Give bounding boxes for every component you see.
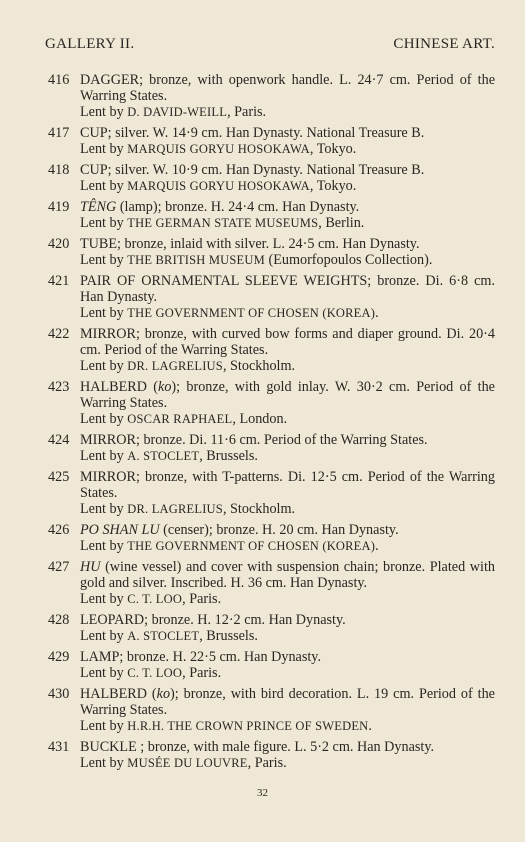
lent-by-label: Lent by [80, 755, 124, 771]
lender-name: THE GOVERNMENT OF CHOSEN (KOREA) [127, 539, 376, 553]
lent-by-label: Lent by [80, 501, 124, 517]
lender-location: , London. [232, 411, 288, 427]
entry-body [80, 649, 495, 681]
entry-lender-line [80, 718, 495, 734]
entry-text: HALBERD ( [80, 686, 157, 702]
lent-by-label: Lent by [80, 538, 124, 554]
entry-number: 420 [48, 236, 70, 252]
entry-lender-line [80, 305, 495, 321]
lent-by-label: Lent by [80, 252, 124, 268]
entry-text: PAIR OF ORNAMENTAL SLEEVE WEIGHTS; bronze. Di. 6·8 cm. Han Dynasty. [80, 273, 495, 305]
entry-lender-line [80, 755, 495, 771]
entry-text: (lamp); bronze. H. 24·4 cm. Han Dynasty. [116, 199, 360, 215]
catalogue-entry [48, 559, 495, 607]
entry-description [80, 125, 495, 141]
lender-name: A. STOCLET [127, 449, 200, 463]
entry-body [80, 236, 495, 268]
entry-number: 424 [48, 432, 70, 448]
running-header [45, 36, 495, 53]
entry-lender-line [80, 628, 495, 644]
entry-text: BUCKLE ; bronze, with male figure. L. 5·2 cm. Han Dynasty. [80, 739, 435, 755]
entry-number: 427 [48, 559, 70, 575]
entry-description [80, 686, 495, 718]
lender-name: THE BRITISH MUSEUM [127, 253, 265, 267]
entry-number: 419 [48, 199, 70, 215]
entry-body [80, 326, 495, 374]
catalogue-entry [48, 469, 495, 517]
entry-text: MIRROR; bronze, with T-patterns. Di. 12·5 cm. Period of the Warring States. [80, 469, 495, 501]
lender-location: , Paris. [227, 104, 267, 120]
entry-list [48, 72, 495, 776]
entry-description [80, 326, 495, 358]
entry-lender-line [80, 448, 495, 464]
entry-number: 422 [48, 326, 70, 342]
lender-name: H.R.H. THE CROWN PRINCE OF SWEDEN [127, 719, 369, 733]
entry-term-italic: HU [80, 559, 101, 575]
entry-text: MIRROR; bronze. Di. 11·6 cm. Period of the Warring States. [80, 432, 428, 448]
lender-location: , Berlin. [318, 215, 365, 231]
lender-location: , Tokyo. [309, 178, 357, 194]
lent-by-label: Lent by [80, 411, 124, 427]
entry-number: 426 [48, 522, 70, 538]
entry-body [80, 612, 495, 644]
lender-name: D. DAVID-WEILL [127, 105, 228, 119]
entry-lender-line [80, 665, 495, 681]
lender-location: (Eumorfopoulos Collection). [264, 252, 433, 268]
entry-lender-line [80, 358, 495, 374]
entry-description [80, 379, 495, 411]
entry-body [80, 379, 495, 427]
entry-lender-line [80, 215, 495, 231]
lent-by-label: Lent by [80, 305, 124, 321]
lender-name: C. T. LOO [127, 592, 183, 606]
catalogue-entry [48, 199, 495, 231]
entry-body [80, 559, 495, 607]
entry-text: HALBERD ( [80, 379, 159, 395]
entry-lender-line [80, 178, 495, 194]
lender-name: A. STOCLET [127, 629, 200, 643]
entry-term-italic: TÊNG [80, 199, 117, 215]
entry-description [80, 236, 495, 252]
entry-text: LEOPARD; bronze. H. 12·2 cm. Han Dynasty. [80, 612, 346, 628]
entry-number: 428 [48, 612, 70, 628]
entry-description [80, 522, 495, 538]
entry-text: (censer); bronze. H. 20 cm. Han Dynasty. [159, 522, 399, 538]
entry-text: ); bronze, with gold inlay. W. 30·2 cm. Period of the Warring States. [80, 379, 495, 411]
lender-name: MARQUIS GORYU HOSOKAWA [127, 179, 310, 193]
entry-lender-line [80, 104, 495, 120]
entry-description [80, 432, 495, 448]
catalogue-entry [48, 686, 495, 734]
lent-by-label: Lent by [80, 591, 124, 607]
lender-location: , Stockholm. [222, 501, 296, 517]
lent-by-label: Lent by [80, 665, 124, 681]
entry-lender-line [80, 538, 495, 554]
catalogue-entry [48, 273, 495, 321]
entry-number: 429 [48, 649, 70, 665]
entry-lender-line [80, 591, 495, 607]
entry-text: DAGGER; bronze, with openwork handle. L. 24·7 cm. Period of the Warring States. [80, 72, 495, 104]
lender-location: , Paris. [247, 755, 287, 771]
entry-body [80, 125, 495, 157]
lender-name: MARQUIS GORYU HOSOKAWA [127, 142, 310, 156]
lender-name: OSCAR RAPHAEL [127, 412, 233, 426]
entry-description [80, 649, 495, 665]
entry-text: TUBE; bronze, inlaid with silver. L. 24·5 cm. Han Dynasty. [80, 236, 420, 252]
catalogue-entry [48, 739, 495, 771]
header-section: CHINESE ART. [393, 36, 495, 52]
lent-by-label: Lent by [80, 104, 124, 120]
page-number: 32 [257, 787, 268, 799]
entry-body [80, 199, 495, 231]
entry-body [80, 686, 495, 734]
lender-location: , Brussels. [199, 448, 258, 464]
catalogue-entry [48, 522, 495, 554]
entry-text: (wine vessel) and cover with suspension chain; bronze. Plated with gold and silver. Inscribed. H. 36 cm. Han Dynasty. [80, 559, 495, 591]
entry-description [80, 199, 495, 215]
entry-description [80, 612, 495, 628]
lender-name: THE GERMAN STATE MUSEUMS [127, 216, 319, 230]
entry-number: 430 [48, 686, 70, 702]
entry-description [80, 739, 495, 755]
catalogue-entry [48, 379, 495, 427]
entry-description [80, 162, 495, 178]
entry-number: 417 [48, 125, 70, 141]
entry-body [80, 162, 495, 194]
entry-body [80, 273, 495, 321]
catalogue-entry [48, 326, 495, 374]
entry-text: CUP; silver. W. 10·9 cm. Han Dynasty. National Treasure B. [80, 162, 425, 178]
lender-name: MUSÉE DU LOUVRE [127, 756, 248, 770]
entry-term-italic: PO SHAN LU [80, 522, 160, 538]
lender-name: DR. LAGRELIUS [127, 359, 223, 373]
lender-location: . [375, 305, 379, 321]
lender-name: C. T. LOO [127, 666, 183, 680]
entry-number: 416 [48, 72, 70, 88]
entry-description [80, 72, 495, 104]
entry-body [80, 469, 495, 517]
lender-name: THE GOVERNMENT OF CHOSEN (KOREA) [127, 306, 376, 320]
lender-location: , Stockholm. [222, 358, 296, 374]
lender-location: , Paris. [182, 665, 222, 681]
entry-body [80, 432, 495, 464]
entry-lender-line [80, 141, 495, 157]
entry-lender-line [80, 411, 495, 427]
entry-number: 423 [48, 379, 70, 395]
catalogue-entry [48, 125, 495, 157]
lent-by-label: Lent by [80, 718, 124, 734]
entry-description [80, 559, 495, 591]
lent-by-label: Lent by [80, 178, 124, 194]
entry-term-italic: ko [156, 686, 171, 702]
lender-name: DR. LAGRELIUS [127, 502, 223, 516]
entry-body [80, 72, 495, 120]
entry-text: LAMP; bronze. H. 22·5 cm. Han Dynasty. [80, 649, 322, 665]
lender-location: . [375, 538, 379, 554]
entry-text: MIRROR; bronze, with curved bow forms and diaper ground. Di. 20·4 cm. Period of the Warring States. [80, 326, 495, 358]
catalogue-entry [48, 236, 495, 268]
entry-number: 418 [48, 162, 70, 178]
lent-by-label: Lent by [80, 358, 124, 374]
lent-by-label: Lent by [80, 141, 124, 157]
entry-description [80, 469, 495, 501]
lender-location: , Paris. [182, 591, 222, 607]
entry-text: ); bronze, with bird decoration. L. 19 cm. Period of the Warring States. [80, 686, 495, 718]
entry-number: 425 [48, 469, 70, 485]
header-gallery: GALLERY II. [45, 36, 135, 52]
entry-number: 431 [48, 739, 70, 755]
entry-lender-line [80, 252, 495, 268]
entry-body [80, 739, 495, 771]
entry-term-italic: ko [158, 379, 172, 395]
lent-by-label: Lent by [80, 628, 124, 644]
entry-description [80, 273, 495, 305]
entry-lender-line [80, 501, 495, 517]
lent-by-label: Lent by [80, 448, 124, 464]
catalogue-entry [48, 649, 495, 681]
entry-text: CUP; silver. W. 14·9 cm. Han Dynasty. National Treasure B. [80, 125, 425, 141]
catalogue-entry [48, 432, 495, 464]
catalogue-entry [48, 72, 495, 120]
lender-location: , Brussels. [199, 628, 258, 644]
entry-body [80, 522, 495, 554]
catalogue-entry [48, 612, 495, 644]
lender-location: , Tokyo. [309, 141, 357, 157]
lender-location: . [368, 718, 372, 734]
entry-number: 421 [48, 273, 70, 289]
catalogue-entry [48, 162, 495, 194]
lent-by-label: Lent by [80, 215, 124, 231]
